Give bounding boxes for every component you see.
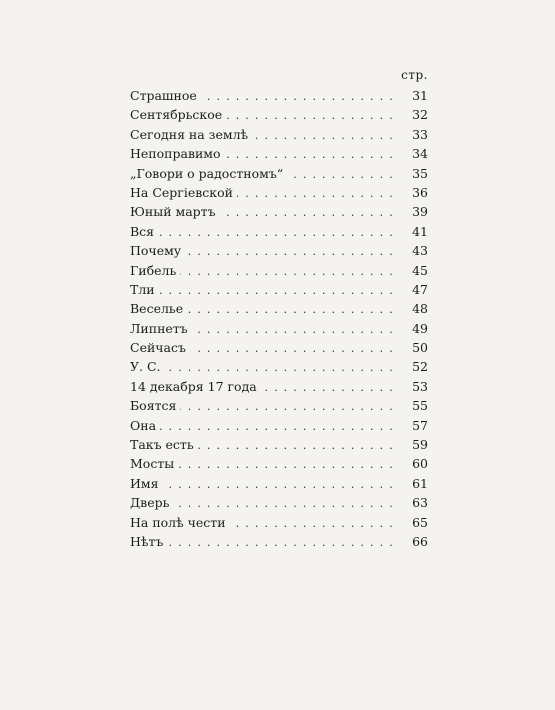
toc-entry-page: 52 — [412, 359, 428, 375]
dot-leader — [237, 184, 394, 203]
toc-entry-page: 49 — [412, 320, 428, 336]
table-of-contents — [130, 86, 428, 551]
dot-leader — [173, 494, 394, 513]
dot-leader — [198, 436, 394, 455]
dot-leader — [225, 145, 394, 164]
toc-entry-page: 41 — [412, 223, 428, 239]
toc-entry-title: Дверь — [130, 495, 170, 511]
toc-entry-page: 55 — [412, 398, 428, 414]
toc-entry — [130, 202, 428, 221]
toc-entry-title: Мосты — [130, 456, 175, 472]
toc-entry — [130, 125, 428, 144]
toc-entry-title: Липнетъ — [130, 320, 188, 336]
dot-leader — [187, 300, 394, 319]
toc-entry-title: Сентябрьское — [130, 107, 223, 123]
toc-entry — [130, 86, 428, 105]
page-column-label: стр. — [401, 68, 428, 82]
dot-leader — [220, 203, 394, 222]
toc-entry — [130, 513, 428, 532]
toc-entry — [130, 261, 428, 280]
toc-entry — [130, 105, 428, 124]
toc-entry — [130, 532, 428, 551]
toc-entry-title: Непоправимо — [130, 146, 221, 162]
toc-entry-title: 14 декабря 17 года — [130, 378, 257, 394]
toc-entry-page: 35 — [412, 165, 428, 181]
toc-entry-page: 34 — [412, 146, 428, 162]
toc-entry-page: 48 — [412, 301, 428, 317]
dot-leader — [190, 339, 394, 358]
toc-entry-page: 31 — [412, 88, 428, 103]
toc-entry-title: Страшное — [130, 88, 197, 103]
toc-entry-title: Тли — [130, 281, 155, 297]
dot-leader — [180, 397, 394, 416]
toc-entry — [130, 416, 428, 435]
toc-entry-page: 61 — [412, 475, 428, 491]
toc-entry — [130, 183, 428, 202]
toc-entry-page: 33 — [412, 126, 428, 142]
dot-leader — [160, 417, 394, 436]
toc-entry-title: Сегодня на землѣ — [130, 126, 249, 142]
toc-entry-title: На Сергіевской — [130, 184, 233, 200]
dot-leader — [158, 223, 394, 242]
toc-entry-title: Почему — [130, 243, 182, 259]
toc-entry — [130, 299, 428, 318]
dot-leader — [159, 281, 394, 300]
toc-entry-title: „Говори о радостномъ“ — [130, 165, 284, 181]
toc-entry-page: 47 — [412, 281, 428, 297]
toc-entry-title: Сейчасъ — [130, 340, 186, 356]
toc-entry-title: У. С. — [130, 359, 161, 375]
dot-leader — [252, 126, 394, 145]
toc-entry — [130, 474, 428, 493]
toc-entry-title: Она — [130, 417, 157, 433]
dot-leader — [226, 106, 394, 125]
toc-entry — [130, 144, 428, 163]
toc-entry — [130, 338, 428, 357]
toc-entry — [130, 396, 428, 415]
toc-entry-page: 32 — [412, 107, 428, 123]
toc-entry — [130, 319, 428, 338]
dot-leader — [201, 87, 394, 106]
dot-leader — [230, 514, 394, 533]
toc-entry — [130, 435, 428, 454]
toc-entry-page: 53 — [412, 378, 428, 394]
toc-entry-page: 65 — [412, 514, 428, 530]
toc-entry — [130, 241, 428, 260]
toc-entry-page: 66 — [412, 533, 428, 549]
dot-leader — [180, 262, 394, 281]
toc-entry — [130, 493, 428, 512]
toc-entry-title: Нѣтъ — [130, 533, 164, 549]
toc-entry-title: Гибель — [130, 262, 177, 278]
toc-entry — [130, 164, 428, 183]
toc-entry-page: 57 — [412, 417, 428, 433]
toc-entry-page: 43 — [412, 243, 428, 259]
toc-entry — [130, 357, 428, 376]
toc-entry-title: Имя — [130, 475, 159, 491]
toc-entry-page: 63 — [412, 495, 428, 511]
dot-leader — [163, 475, 394, 494]
dot-leader — [167, 533, 394, 552]
toc-entry-page: 60 — [412, 456, 428, 472]
toc-entry-page: 39 — [412, 204, 428, 220]
dot-leader — [261, 378, 394, 397]
dot-leader — [192, 320, 394, 339]
toc-entry — [130, 222, 428, 241]
dot-leader — [178, 455, 394, 474]
toc-entry-title: На полѣ чести — [130, 514, 226, 530]
toc-entry-title: Юный мартъ — [130, 204, 216, 220]
dot-leader — [287, 165, 394, 184]
toc-entry — [130, 280, 428, 299]
toc-entry-page: 50 — [412, 340, 428, 356]
toc-entry-title: Такъ есть — [130, 437, 194, 453]
toc-entry — [130, 454, 428, 473]
toc-entry-title: Вся — [130, 223, 155, 239]
toc-entry-title: Веселье — [130, 301, 184, 317]
toc-entry-page: 36 — [412, 184, 428, 200]
toc-entry — [130, 377, 428, 396]
dot-leader — [165, 358, 394, 377]
toc-entry-page: 45 — [412, 262, 428, 278]
toc-entry-title: Боятся — [130, 398, 177, 414]
toc-entry-page: 59 — [412, 437, 428, 453]
dot-leader — [185, 242, 394, 261]
